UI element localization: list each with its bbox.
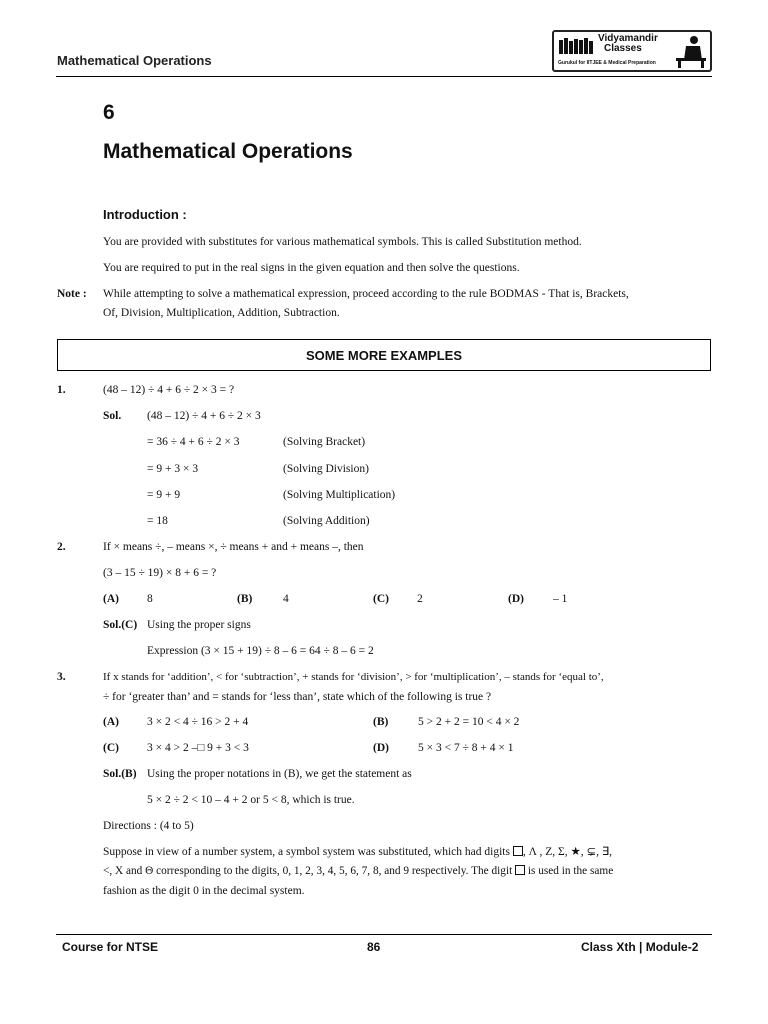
header-rule: [56, 76, 712, 77]
intro-paragraph-1: You are provided with substitutes for various mathematical symbols. This is called Substitution method.: [103, 236, 582, 248]
q3-option-label: (D): [373, 742, 389, 754]
student-reading-icon: [674, 34, 708, 68]
q3-option-value: 5 × 3 < 7 ÷ 8 + 4 × 1: [418, 742, 514, 754]
q2-option-value: 8: [147, 593, 153, 605]
q2-option-value: 2: [417, 593, 423, 605]
q3-option-label: (B): [373, 716, 389, 728]
logo-name: Vidyamandir Classes: [598, 33, 658, 54]
q2-sol-line-2: Expression (3 × 15 + 19) ÷ 8 – 6 = 64 ÷ 8 – 6 = 2: [147, 645, 374, 657]
directions-title: Directions : (4 to 5): [103, 820, 194, 832]
q1-step-note: (Solving Division): [283, 463, 369, 475]
page-number: 86: [367, 940, 381, 954]
q2-sol-line-1: Using the proper signs: [147, 619, 251, 631]
q3-sol-label: Sol.(B): [103, 768, 137, 780]
q3-option-label: (A): [103, 716, 119, 728]
chapter-title: Mathematical Operations: [103, 140, 353, 163]
intro-paragraph-2: You are required to put in the real signs in the given equation and then solve the questions.: [103, 262, 520, 274]
books-icon: [559, 36, 595, 54]
directions-line-1: Suppose in view of a number system, a symbol system was substituted, which had digits , Λ , Z, Σ, ★, ⊊, ∃,: [103, 846, 613, 858]
q3-line-2: ÷ for ‘greater than’ and = stands for ‘less than’, state which of the following is true ?: [103, 691, 492, 703]
q1-step-note: (Solving Bracket): [283, 436, 366, 448]
logo-tagline: Gurukul for IITJEE & Medical Preparation: [558, 60, 656, 66]
q1-step-note: (Solving Multiplication): [283, 489, 396, 501]
footer-rule: [56, 934, 712, 935]
note-label: Note :: [57, 288, 87, 300]
directions-line-3: fashion as the digit 0 in the decimal system.: [103, 885, 305, 897]
footer-course: Course for NTSE: [62, 940, 159, 954]
q1-step-note: (Solving Addition): [283, 515, 370, 527]
q2-option-label: (C): [373, 593, 389, 605]
q3-option-value: 5 > 2 + 2 = 10 < 4 × 2: [418, 716, 520, 728]
q1-step: = 9 + 3 × 3: [147, 463, 199, 475]
q2-option-label: (D): [508, 593, 524, 605]
q1-step: = 18: [147, 515, 168, 527]
chapter-number: 6: [103, 101, 115, 124]
q1-step: (48 – 12) ÷ 4 + 6 ÷ 2 × 3: [147, 410, 261, 422]
q1-sol-label: Sol.: [103, 410, 122, 422]
note-line-2: Of, Division, Multiplication, Addition, Subtraction.: [103, 307, 340, 319]
section-title-box: [57, 339, 711, 371]
q3-sol-line-1: Using the proper notations in (B), we get the statement as: [147, 768, 412, 780]
empty-square-symbol: [515, 865, 525, 875]
q3-option-value: 3 × 4 > 2 –□ 9 + 3 < 3: [147, 742, 249, 754]
note-line-1: While attempting to solve a mathematical expression, proceed according to the rule BODMAS - That is, Brackets,: [103, 288, 629, 300]
q2-option-value: 4: [283, 593, 289, 605]
q1-step: = 36 ÷ 4 + 6 ÷ 2 × 3: [147, 436, 240, 448]
q3-sol-line-2: 5 × 2 ÷ 2 < 10 – 4 + 2 or 5 < 8, which is true.: [147, 794, 355, 806]
running-header-title: Mathematical Operations: [57, 53, 212, 68]
q2-line-2: (3 – 15 ÷ 19) × 8 + 6 = ?: [103, 567, 217, 579]
digit-symbols: , Λ , Z, Σ, ★, ⊊, ∃,: [522, 846, 613, 858]
q3-option-value: 3 × 2 < 4 ÷ 16 > 2 + 4: [147, 716, 249, 728]
q2-line-1: If × means ÷, – means ×, ÷ means + and + means –, then: [103, 541, 364, 553]
q3-line-1: If x stands for ‘addition’, < for ‘subtraction’, + stands for ‘division’, > for ‘multiplication’, – stands for ‘equal to’,: [103, 671, 604, 683]
q2-option-label: (B): [237, 593, 253, 605]
q3-number: 3.: [57, 671, 66, 683]
q1-step: = 9 + 9: [147, 489, 181, 501]
q1-question: (48 – 12) ÷ 4 + 6 ÷ 2 × 3 = ?: [103, 384, 235, 396]
q2-option-label: (A): [103, 593, 119, 605]
empty-square-symbol: [513, 846, 523, 856]
q1-number: 1.: [57, 384, 66, 396]
vidyamandir-logo: [552, 30, 712, 72]
footer-module: Class Xth | Module-2: [581, 940, 699, 954]
introduction-heading: Introduction :: [103, 207, 187, 222]
q2-number: 2.: [57, 541, 66, 553]
directions-line-2: <, X and Θ corresponding to the digits, 0, 1, 2, 3, 4, 5, 6, 7, 8, and 9 respectively. The digit is used in the same: [103, 865, 614, 877]
q2-sol-label: Sol.(C): [103, 619, 138, 631]
q3-option-label: (C): [103, 742, 119, 754]
section-title: SOME MORE EXAMPLES: [305, 347, 463, 363]
q2-option-value: – 1: [553, 593, 568, 605]
